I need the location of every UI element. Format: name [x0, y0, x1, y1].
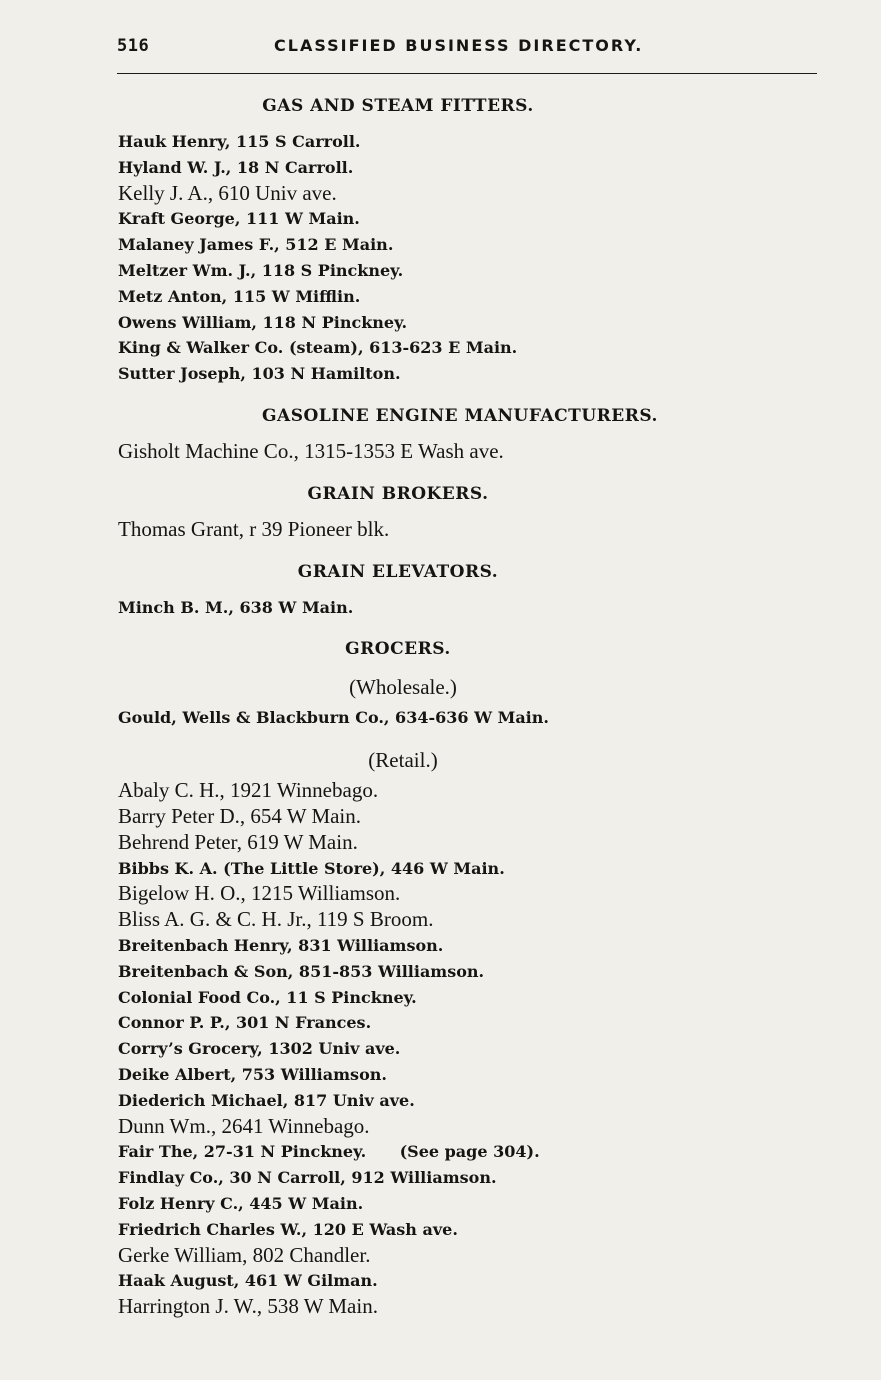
directory-entry: Fair The, 27-31 N Pinckney. (See page 304).: [118, 1142, 540, 1162]
directory-entry: Bigelow H. O., 1215 Williamson.: [118, 881, 401, 906]
directory-entry: Breitenbach & Son, 851-853 Williamson.: [118, 961, 485, 981]
section-heading: GROCERS.: [345, 639, 451, 660]
entry-list: [118, 129, 818, 387]
section-heading: GRAIN BROKERS.: [307, 483, 489, 504]
directory-entry: Thomas Grant, r 39 Pioneer blk.: [118, 516, 390, 541]
directory-entry: King & Walker Co. (steam), 613-623 E Main.: [118, 338, 518, 358]
section-heading: GASOLINE ENGINE MANUFACTURERS.: [262, 405, 658, 426]
directory-entry: Hyland W. J., 18 N Carroll.: [118, 157, 354, 177]
directory-section: [118, 401, 818, 465]
directory-entry: Gisholt Machine Co., 1315-1353 E Wash ave.: [118, 438, 504, 463]
directory-entry: Hauk Henry, 115 S Carroll.: [118, 132, 361, 151]
header-rule: [117, 73, 817, 74]
directory-entry: Metz Anton, 115 W Mifflin.: [118, 286, 361, 306]
directory-entry: Minch B. M., 638 W Main.: [118, 597, 354, 617]
directory-entry: Owens William, 118 N Pinckney.: [118, 312, 408, 332]
entry-list: [118, 439, 818, 465]
directory-section: [118, 557, 818, 621]
directory-entry: Meltzer Wm. J., 118 S Pinckney.: [118, 260, 404, 280]
page-number: 516: [117, 36, 150, 56]
directory-entry: Deike Albert, 753 Williamson.: [118, 1064, 387, 1084]
directory-entry: Kelly J. A., 610 Univ ave.: [118, 180, 337, 205]
directory-entry: Harrington J. W., 538 W Main.: [118, 1294, 378, 1319]
directory-entry: Abaly C. H., 1921 Winnebago.: [118, 778, 379, 803]
directory-entry: Malaney James F., 512 E Main.: [118, 235, 394, 255]
section-subheading: (Retail.): [368, 748, 438, 773]
page-header: [117, 36, 817, 62]
directory-entry: Dunn Wm., 2641 Winnebago.: [118, 1113, 370, 1138]
directory-entry: Colonial Food Co., 11 S Pinckney.: [118, 987, 417, 1007]
directory-entry: Haak August, 461 W Gilman.: [118, 1271, 378, 1291]
directory-entry: Bibbs K. A. (The Little Store), 446 W Main.: [118, 858, 505, 878]
directory-entry: Corry’s Grocery, 1302 Univ ave.: [118, 1039, 401, 1059]
directory-entry: Gould, Wells & Blackburn Co., 634-636 W Main.: [118, 708, 549, 728]
directory-entry: Sutter Joseph, 103 N Hamilton.: [118, 364, 401, 384]
directory-entry: Breitenbach Henry, 831 Williamson.: [118, 935, 444, 955]
entry-list: [118, 595, 818, 621]
entry-list: [118, 705, 818, 731]
directory-entry: Friedrich Charles W., 120 E Wash ave.: [118, 1219, 458, 1239]
entry-list: [118, 778, 818, 1320]
directory-listing: [118, 91, 818, 1334]
entry-list: [118, 517, 818, 543]
section-subheading: (Wholesale.): [349, 675, 457, 700]
directory-entry: Bliss A. G. & C. H. Jr., 119 S Broom.: [118, 907, 434, 932]
directory-entry: Behrend Peter, 619 W Main.: [118, 829, 358, 854]
directory-entry: Kraft George, 111 W Main.: [118, 209, 360, 229]
directory-section: [118, 634, 818, 1320]
directory-entry: Findlay Co., 30 N Carroll, 912 Williamson.: [118, 1168, 497, 1188]
section-heading: GRAIN ELEVATORS.: [297, 561, 499, 582]
directory-section: [118, 91, 818, 387]
section-heading: GAS AND STEAM FITTERS.: [262, 96, 534, 116]
directory-section: [118, 479, 818, 543]
directory-entry: Diederich Michael, 817 Univ ave.: [118, 1090, 415, 1110]
directory-entry: Folz Henry C., 445 W Main.: [118, 1193, 364, 1213]
directory-entry: Gerke William, 802 Chandler.: [118, 1242, 371, 1267]
directory-entry: Connor P. P., 301 N Frances.: [118, 1013, 372, 1033]
directory-entry: Barry Peter D., 654 W Main.: [118, 803, 362, 828]
running-head: CLASSIFIED BUSINESS DIRECTORY.: [274, 36, 644, 55]
